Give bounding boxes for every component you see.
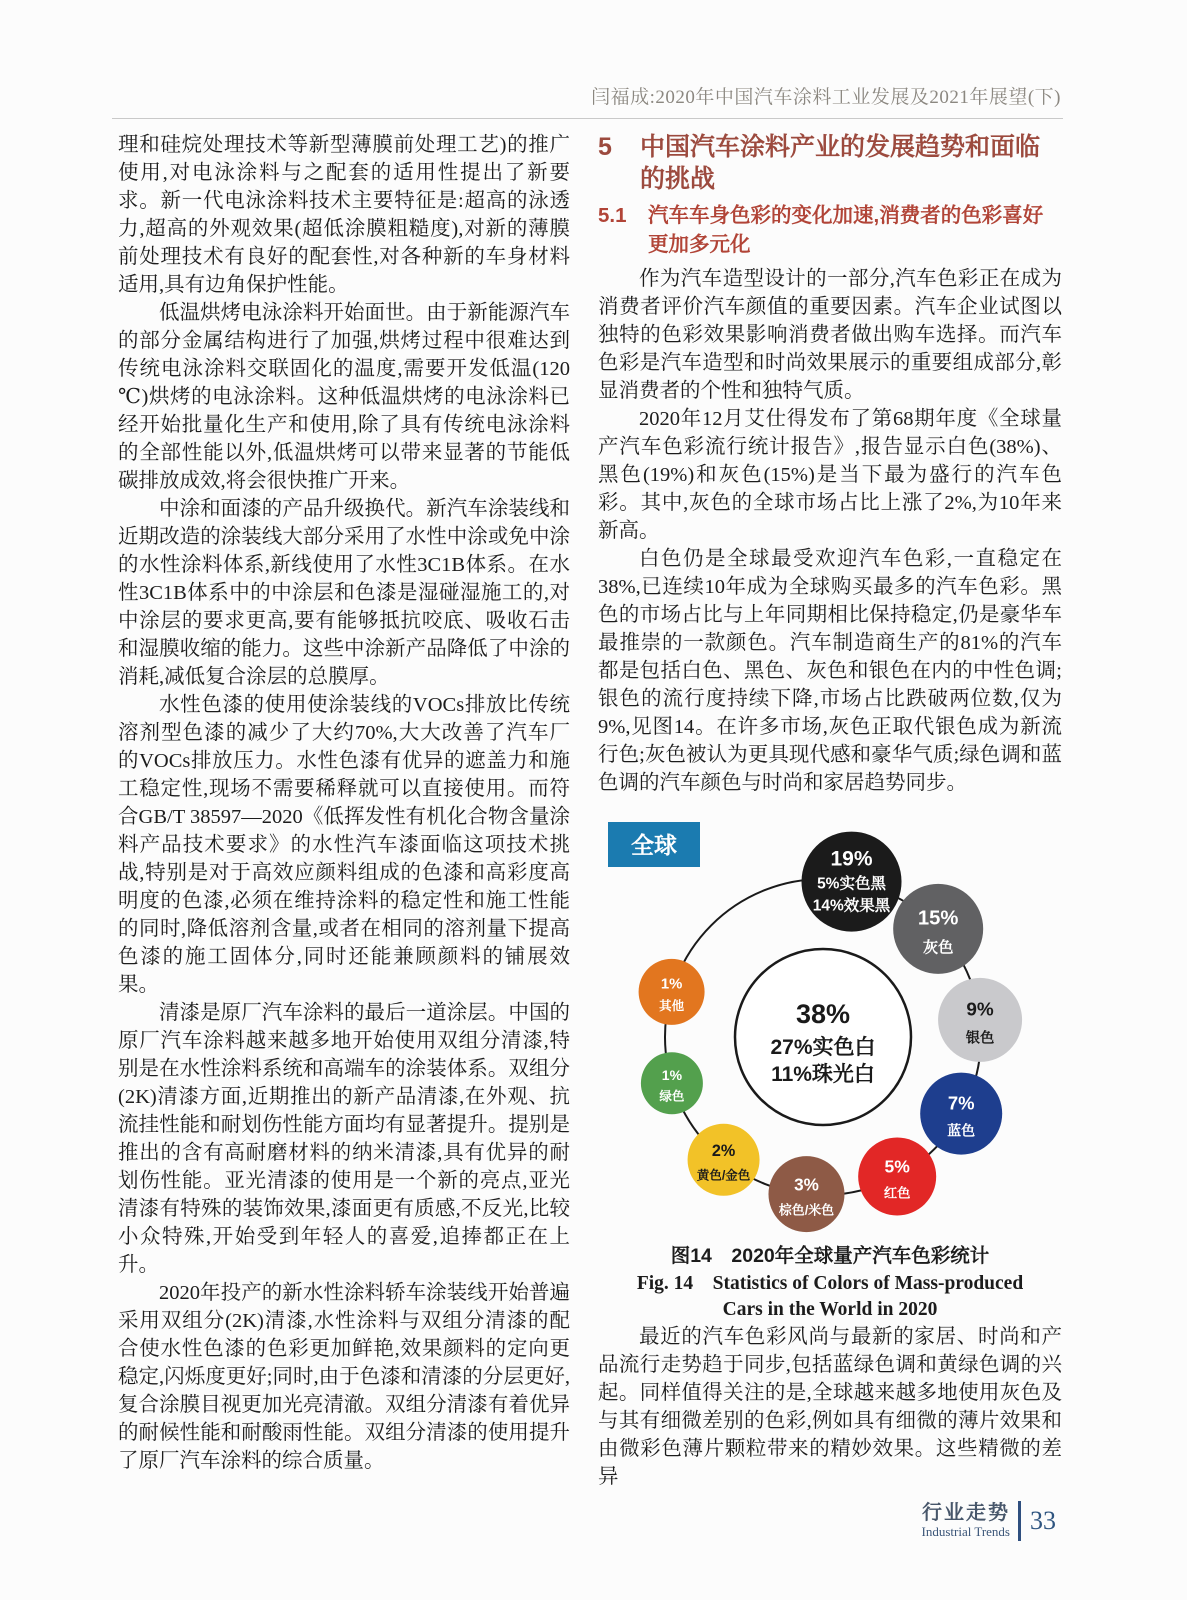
segment-label-yellow: 黄色/金色	[696, 1168, 751, 1183]
segment-circle-blue	[920, 1073, 1002, 1155]
segment-label-silver: 银色	[965, 1030, 995, 1047]
segment-label-other: 其他	[659, 999, 685, 1014]
paragraph: 作为汽车造型设计的一部分,汽车色彩正在成为消费者评价汽车颜值的重要因素。汽车企业试图以独特的色彩效果影响消费者做出购车选择。而汽车色彩是汽车造型和时尚效果展示的重要组成部分,彰显消费者的个性和独特气质。	[598, 268, 1062, 402]
paragraph: 最近的汽车色彩风尚与最新的家居、时尚和产品流行走势趋于同步,包括蓝绿色调和黄绿色调的兴起。同样值得关注的是,全球越来越多地使用灰色及与其有细微差别的色彩,例如具有细微的薄片效果和由微彩色薄片颗粒带来的精妙效果。这些精微的差异	[598, 1326, 1062, 1488]
segment-pct-brown: 3%	[794, 1175, 819, 1195]
segment-pct-red: 5%	[884, 1156, 910, 1177]
right-column	[598, 131, 1062, 1491]
segment-detail-black: 14%效果黑	[812, 897, 891, 915]
segment-pct-other: 1%	[660, 976, 683, 993]
segment-detail-black: 5%实色黑	[817, 875, 886, 893]
left-column	[118, 131, 570, 1475]
header-rule	[112, 118, 1063, 119]
segment-label-gray: 灰色	[922, 939, 954, 957]
footer-section-en: Industrial Trends	[921, 1524, 1010, 1539]
color-stats-chart	[598, 807, 1062, 1237]
figure-caption-en: Fig. 14 Statistics of Colors of Mass-produced Cars in the World in 2020	[636, 1273, 1024, 1320]
center-pct: 38%	[795, 999, 851, 1029]
paragraph: 理和硅烷处理技术等新型薄膜前处理工艺)的推广使用,对电泳涂料与之配套的适用性提出了新要求。新一代电泳涂料技术主要特征是:超高的泳透力,超高的外观效果(超低涂膜粗糙度),对新的薄膜前处理技术有良好的配套性,对各种新的车身材料适用,具有边角保护性能。	[118, 134, 570, 296]
subsection-heading	[598, 201, 1062, 259]
figure-caption-cn: 图14 2020年全球量产汽车色彩统计	[670, 1245, 990, 1267]
subsection-number: 5.1	[598, 204, 627, 227]
center-detail-1: 27%实色白	[770, 1036, 876, 1059]
segment-label-brown: 棕色/米色	[778, 1202, 835, 1218]
footer-divider-bar	[1018, 1501, 1021, 1541]
paragraph: 水性色漆的使用使涂装线的VOCs排放比传统溶剂型色漆的减少了大约70%,大大改善了汽车厂的VOCs排放压力。水性色漆有优异的遮盖力和施工稳定性,现场不需要稀释就可以直接使用。而符合GB/T 38597—2020《低挥发性有机化合物含量涂料产品技术要求》的水性汽车漆面临这项技术挑战,特别是对于高效应颜料组成的色漆和高彩度高明度的色漆,必须在维持涂料的稳定性和施工性能的同时,降低溶剂含量,或者在相同的溶剂量下提高色漆的施工固体分,同时还能兼顾颜料的铺展效果。	[118, 694, 570, 996]
paragraph: 白色仍是全球最受欢迎汽车色彩,一直稳定在38%,已连续10年成为全球购买最多的汽车色彩。黑色的市场占比与上年同期相比保持稳定,仍是豪华车最推崇的一款颜色。汽车制造商生产的81%的汽车都是包括白色、黑色、灰色和银色在内的中性色调;银色的流行度持续下降,市场占比跌破两位数,仅为9%,见图14。在许多市场,灰色正取代银色成为新流行色;灰色被认为更具现代感和豪华气质;绿色调和蓝色调的汽车颜色与时尚和家居趋势同步。	[598, 548, 1062, 794]
paragraph: 低温烘烤电泳涂料开始面世。由于新能源汽车的部分金属结构进行了加强,烘烤过程中很难达到传统电泳涂料交联固化的温度,需要开发低温(120 ℃)烘烤的电泳涂料。这种低温烘烤的电泳涂料已经开始批量化生产和使用,除了具有传统电泳涂料的全部性能以外,低温烘烤可以带来显著的节能低碳排放成效,将会很快推广开来。	[118, 302, 570, 492]
section-title: 中国汽车涂料产业的发展趋势和面临的挑战	[640, 133, 1041, 193]
page-footer	[922, 1501, 1056, 1541]
segment-label-green: 绿色	[659, 1089, 685, 1104]
section-heading	[598, 131, 1062, 195]
segment-circle-green	[641, 1052, 703, 1114]
paragraph: 清漆是原厂汽车涂料的最后一道涂层。中国的原厂汽车涂料越来越多地开始使用双组分清漆,特别是在水性涂料系统和高端车的涂装体系。双组分(2K)清漆方面,近期推出的新产品清漆,在外观、抗流挂性能和耐划伤性能方面均有显著提升。提别是推出的含有高耐磨材料的纳米清漆,具有优异的耐划伤性能。亚光清漆的使用是一个新的亮点,亚光清漆有特殊的装饰效果,漆面更有质感,不反光,比较小众特殊,开始受到年轻人的喜爱,追捧都正在上升。	[118, 1002, 570, 1276]
section-number: 5	[598, 133, 612, 161]
segment-pct-gray: 15%	[917, 907, 959, 930]
running-head: 闫福成:2020年中国汽车涂料工业发展及2021年展望(下)	[591, 87, 1061, 108]
segment-pct-yellow: 2%	[711, 1142, 736, 1161]
footer-section-cn: 行业走势	[922, 1502, 1010, 1524]
paragraph: 2020年12月艾仕得发布了第68期年度《全球量产汽车色彩流行统计报告》,报告显示白色(38%)、黑色(19%)和灰色(15%)是当下最为盛行的汽车色彩。其中,灰色的全球市场占比上涨了2%,为10年来新高。	[598, 408, 1062, 542]
segment-label-red: 红色	[883, 1185, 911, 1201]
segment-pct-silver: 9%	[966, 999, 994, 1021]
center-detail-2: 11%珠光白	[771, 1063, 875, 1086]
segment-pct-blue: 7%	[947, 1092, 975, 1114]
paragraph: 中涂和面漆的产品升级换代。新汽车涂装线和近期改造的涂装线大部分采用了水性中涂或免中涂的水性涂料体系,新线使用了水性3C1B体系。在水性3C1B体系中的中涂层和色漆是湿碰湿施工的,对中涂层的要求更高,要有能够抵抗咬底、吸收石击和湿膜收缩的能力。这些中涂新产品降低了中涂的消耗,减低复合涂层的总膜厚。	[118, 498, 570, 688]
figure-color-statistics	[598, 807, 1062, 1237]
region-badge: 全球	[608, 822, 700, 867]
segment-pct-green: 1%	[661, 1067, 683, 1084]
paragraph: 2020年投产的新水性涂料轿车涂装线开始普遍采用双组分(2K)清漆,水性涂料与双组分清漆的配合使水性色漆的色彩更加鲜艳,效果颜料的定向更稳定,闪烁度更好;同时,由于色漆和清漆的分层更好,复合涂膜目视更加光亮清澈。双组分清漆有着优异的耐候性能和耐酸雨性能。双组分清漆的使用提升了原厂汽车涂料的综合质量。	[118, 1282, 570, 1472]
segment-pct-black: 19%	[830, 847, 873, 871]
page-number: 33	[1030, 1506, 1056, 1535]
footer-section-block	[922, 1503, 1010, 1539]
subsection-title: 汽车车身色彩的变化加速,消费者的色彩喜好更加多元化	[648, 204, 1044, 256]
segment-label-blue: 蓝色	[947, 1122, 976, 1139]
